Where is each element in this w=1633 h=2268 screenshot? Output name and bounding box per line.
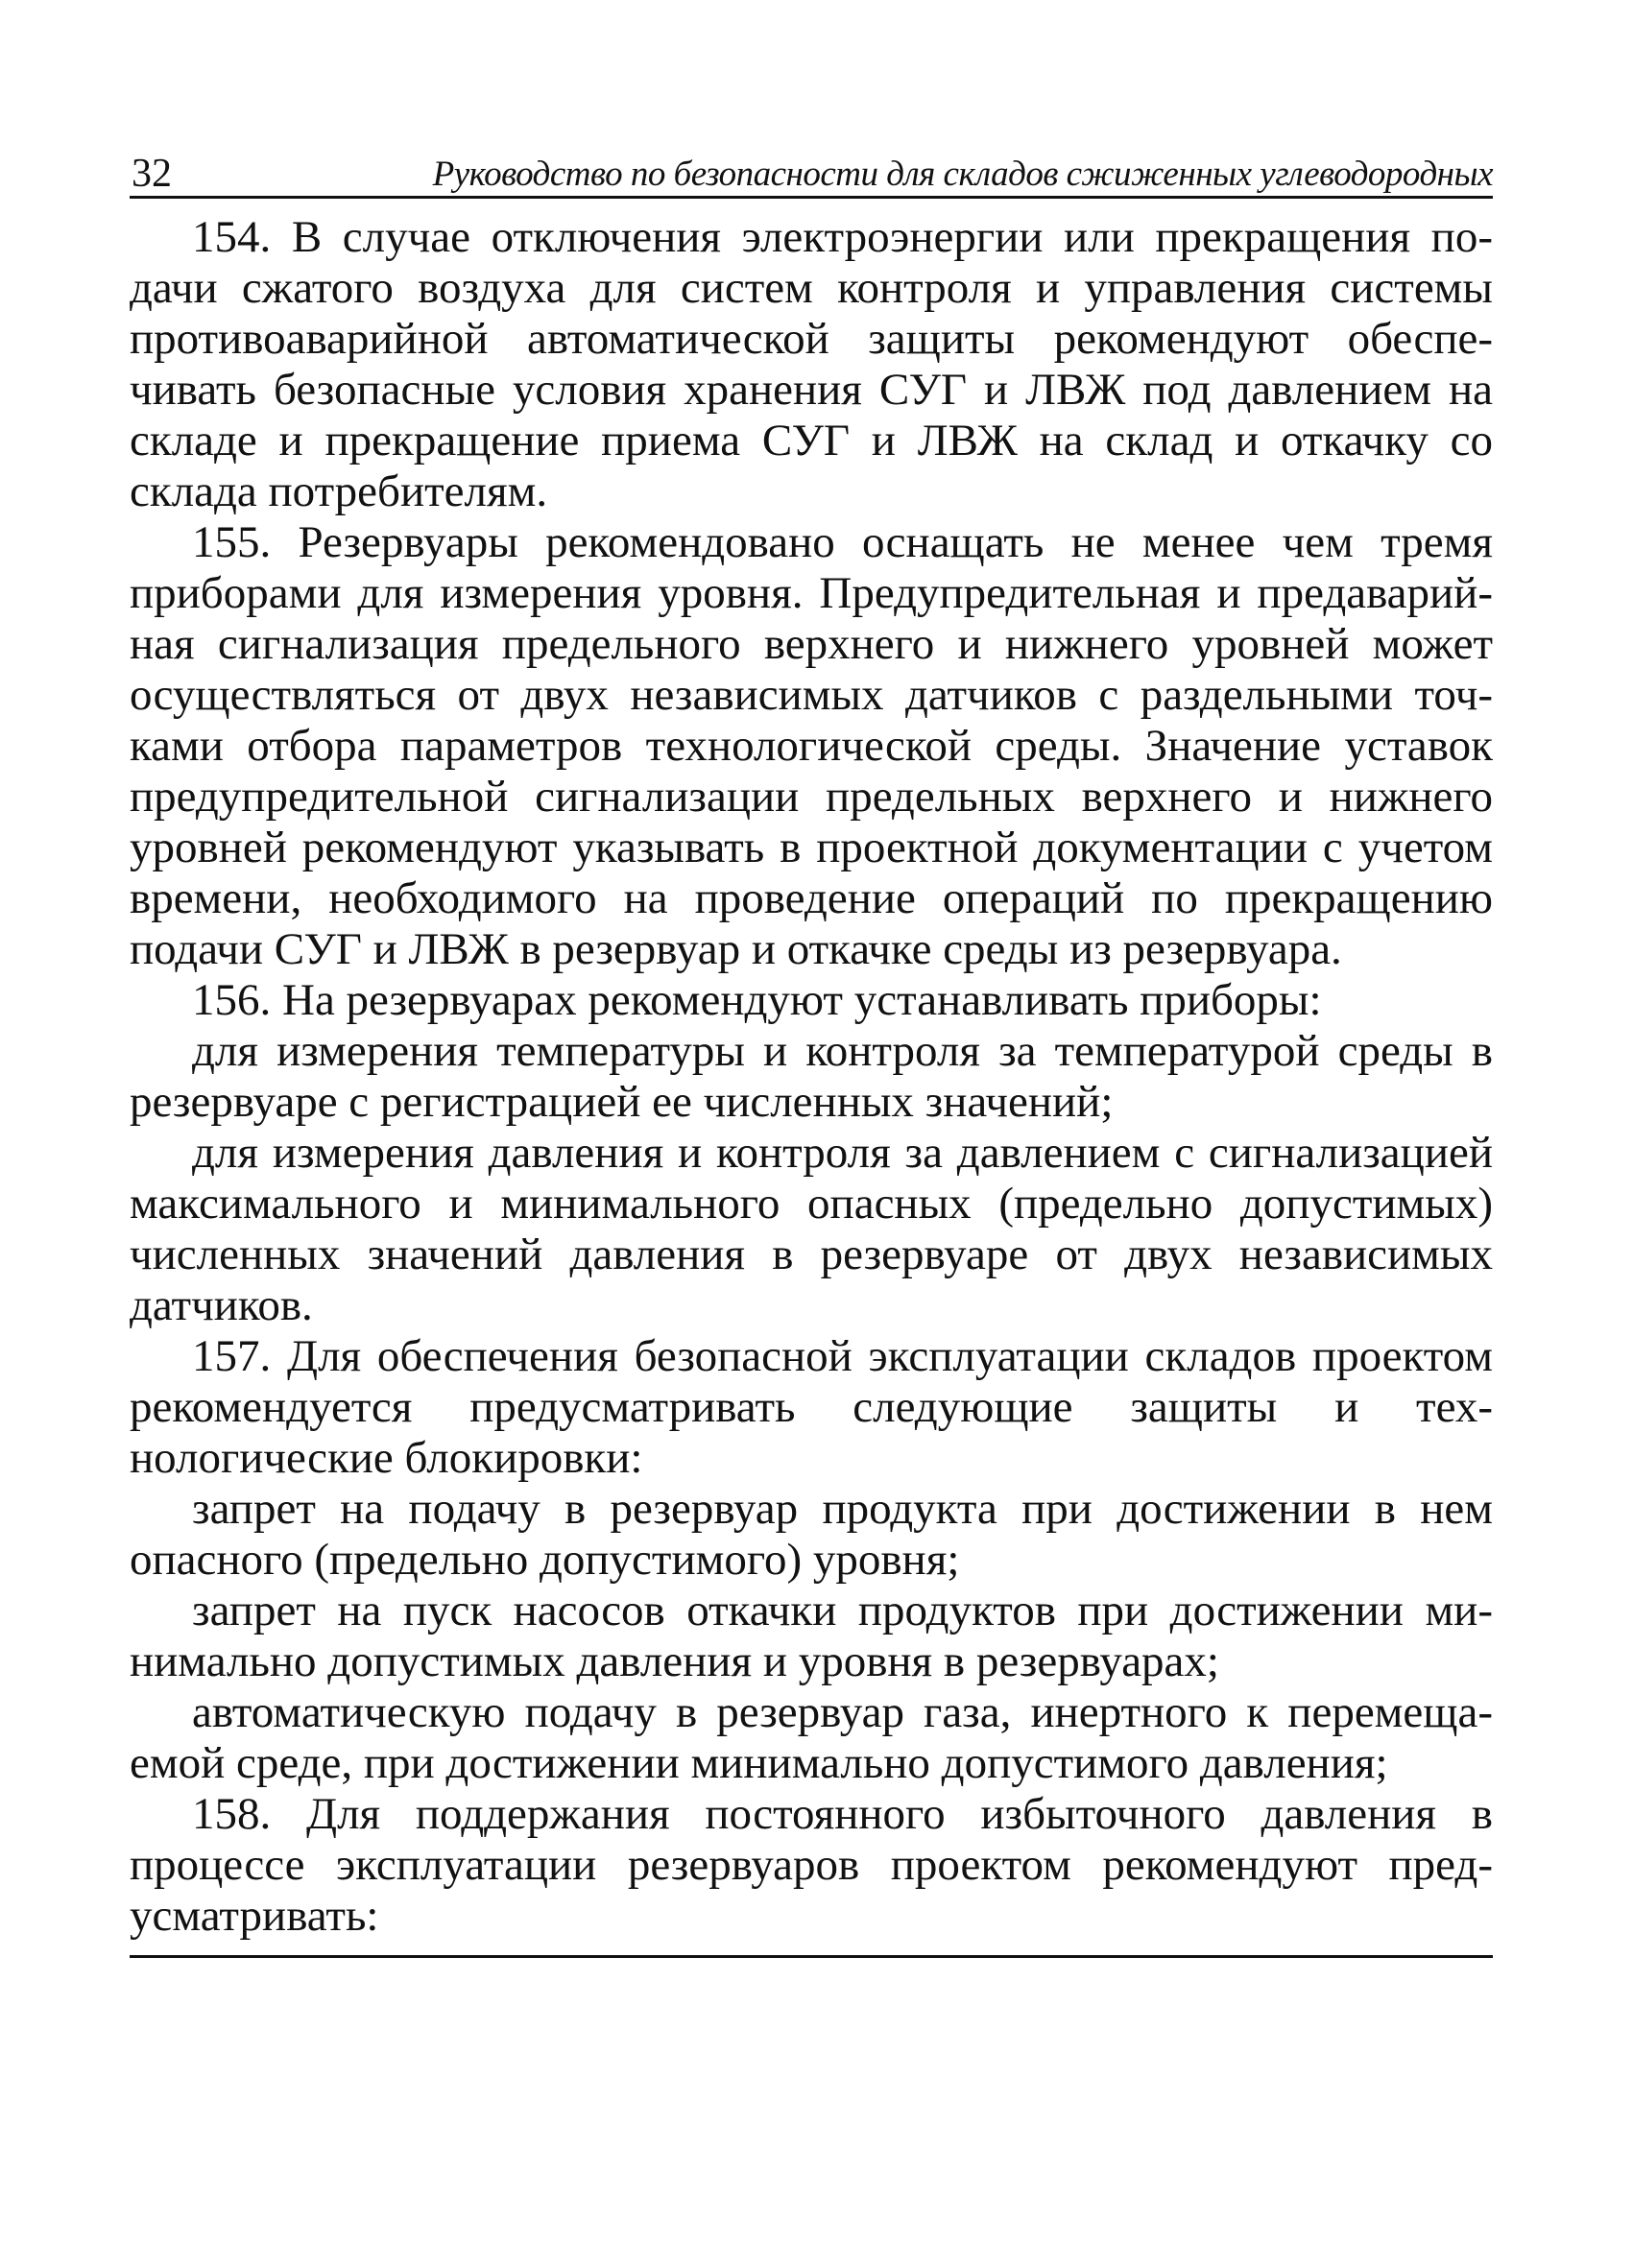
paragraph-157-item-pumps: запрет на пуск насосов откачки продуктов при достижении минимально допустимых давления и уровня в резервуарах; (130, 1586, 1493, 1686)
paragraph-157-item-level: запрет на подачу в резервуар продукта при достижении в нем опасного (предельно допустимого) уровня; (130, 1484, 1493, 1585)
document-page (130, 144, 1493, 1958)
paragraph-157: 157. Для обеспечения безопасной эксплуатации складов проектом рекомендуется предусматривать следующие защиты и технологические блокировки: (130, 1331, 1493, 1483)
body-text (130, 212, 1493, 1942)
paragraph-158: 158. Для поддержания постоянного избыточного давления в процессе эксплуатации резервуаров проектом рекомендуют предусматривать: (130, 1789, 1493, 1941)
paragraph-156-item-temperature: для измерения температуры и контроля за температурой среды в резервуаре с регистрацией ее численных значений; (130, 1026, 1493, 1127)
paragraph-154: 154. В случае отключения электроэнергии или прекращения подачи сжатого воздуха для систем контроля и управления системы противоаварийной автоматической защиты рекомендуют обеспечивать безопасные условия хранения СУГ и ЛВЖ под давлением на складе и прекращение приема СУГ и ЛВЖ на склад и откачку со склада потребителям. (130, 212, 1493, 516)
running-header (130, 144, 1493, 199)
running-title: Руководство по безопасности для складов сжиженных углеводородных (432, 155, 1493, 194)
paragraph-157-item-gas: автоматическую подачу в резервуар газа, инертного к перемещаемой среде, при достижении минимально допустимого давления; (130, 1687, 1493, 1788)
bottom-rule (130, 1955, 1493, 1958)
paragraph-156-item-pressure: для измерения давления и контроля за давлением с сигнализацией максимального и минимального опасных (предельно допустимых) численных значений давления в резервуаре от двух независимых датчиков. (130, 1128, 1493, 1330)
paragraph-155: 155. Резервуары рекомендовано оснащать не менее чем тремя приборами для измерения уровня. Предупредительная и предаварийная сигнализация предельного верхнего и нижнего уровней может осуществляться от двух независимых датчиков с раздельными точками отбора параметров технологической среды. Значение уставок предупредительной сигнализации предельных верхнего и нижнего уровней рекомендуют указывать в проектной документации с учетом времени, необходимого на проведение операций по прекращению подачи СУГ и ЛВЖ в резервуар и откачке среды из резервуара. (130, 517, 1493, 974)
paragraph-156: 156. На резервуарах рекомендуют устанавливать приборы: (192, 975, 1322, 1025)
page-number: 32 (132, 152, 172, 196)
